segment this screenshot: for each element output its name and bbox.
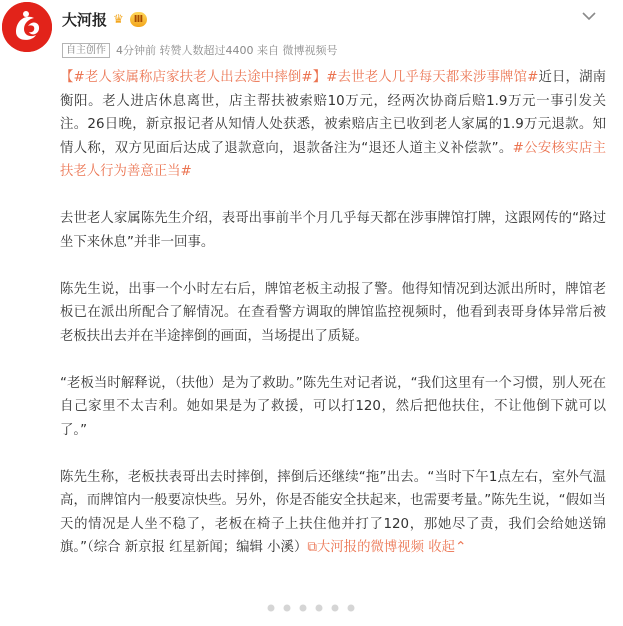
video-link-icon[interactable]: ⧉: [307, 540, 317, 555]
topic-link[interactable]: #去世老人几乎每天都来涉事牌馆#: [326, 70, 539, 85]
paragraph-5: [60, 466, 606, 560]
original-tag: 自主创作: [62, 43, 110, 58]
chevron-up-icon[interactable]: ⌃: [455, 540, 467, 555]
avatar[interactable]: [2, 2, 52, 52]
collapse-button[interactable]: 收起: [428, 540, 456, 555]
crown-icon: ♛: [113, 12, 124, 26]
ellipsis-icon: [263, 600, 359, 616]
paragraph-text: 陈先生称，老板扶表哥出去时摔倒，摔倒后还继续“拖”出去。“当时下午1点左右，室外气温高，而牌馆内一般要凉快些。另外，你是否能安全扶起来，也需要考量。”陈先生说，“假如当天的情况是人坐不稳了，老板在椅子上扶住他并打了120，那她尽了责，我们会给她送锦旗。”（综合 新京报 红星新闻；编辑 小溪）: [60, 469, 606, 555]
post-meta: 4分钟前 转赞人数超过4400 来自 微博视频号: [116, 44, 338, 57]
member-level-badge[interactable]: Ⅲ: [130, 12, 147, 27]
video-link[interactable]: 大河报的微博视频: [316, 540, 425, 555]
chevron-down-icon[interactable]: [581, 10, 597, 22]
paragraph-2: 去世老人家属陈先生介绍，表哥出事前半个月几乎每天都在涉事牌馆打牌，这跟网传的“路过坐下来休息”并非一回事。: [60, 211, 606, 250]
dahebao-logo-icon: [2, 2, 52, 52]
topic-link[interactable]: #公安核实店主扶老人行为善意正当#: [60, 140, 606, 179]
topic-link[interactable]: 【#老人家属称店家扶老人出去途中摔倒#】: [60, 70, 327, 85]
paragraph-1: [60, 66, 606, 184]
paragraph-4: “老板当时解释说，（扶他）是为了救助。”陈先生对记者说，“我们这里有一个习惯，别人死在自己家里不太吉利。她如果是为了救援，可以打120，然后把他扶住，不让他倒下就可以了。”: [60, 375, 606, 438]
user-name[interactable]: 大河报: [62, 10, 108, 29]
paragraph-text: 近日，湖南衡阳。老人进店休息离世，店主帮扶被索赔10万元，经两次协商后赔1.9万元一事引发关注。26日晚，新京报记者从知情人处获悉，被索赔店主已收到老人家属的1.9万元退款。知情人称，双方见面后达成了退款意向，退款备注为“退还人道主义补偿款”。: [60, 70, 606, 156]
post-header: [0, 0, 623, 66]
post-body: [60, 66, 606, 560]
paragraph-3: 陈先生说，出事一个小时左右后，牌馆老板主动报了警。他得知情况到达派出所时，牌馆老板已在派出所配合了解情况。在查看警方调取的牌馆监控视频时，他看到表哥身体异常后被老板扶出去并在半途摔倒的画面，当场提出了质疑。: [60, 281, 606, 344]
